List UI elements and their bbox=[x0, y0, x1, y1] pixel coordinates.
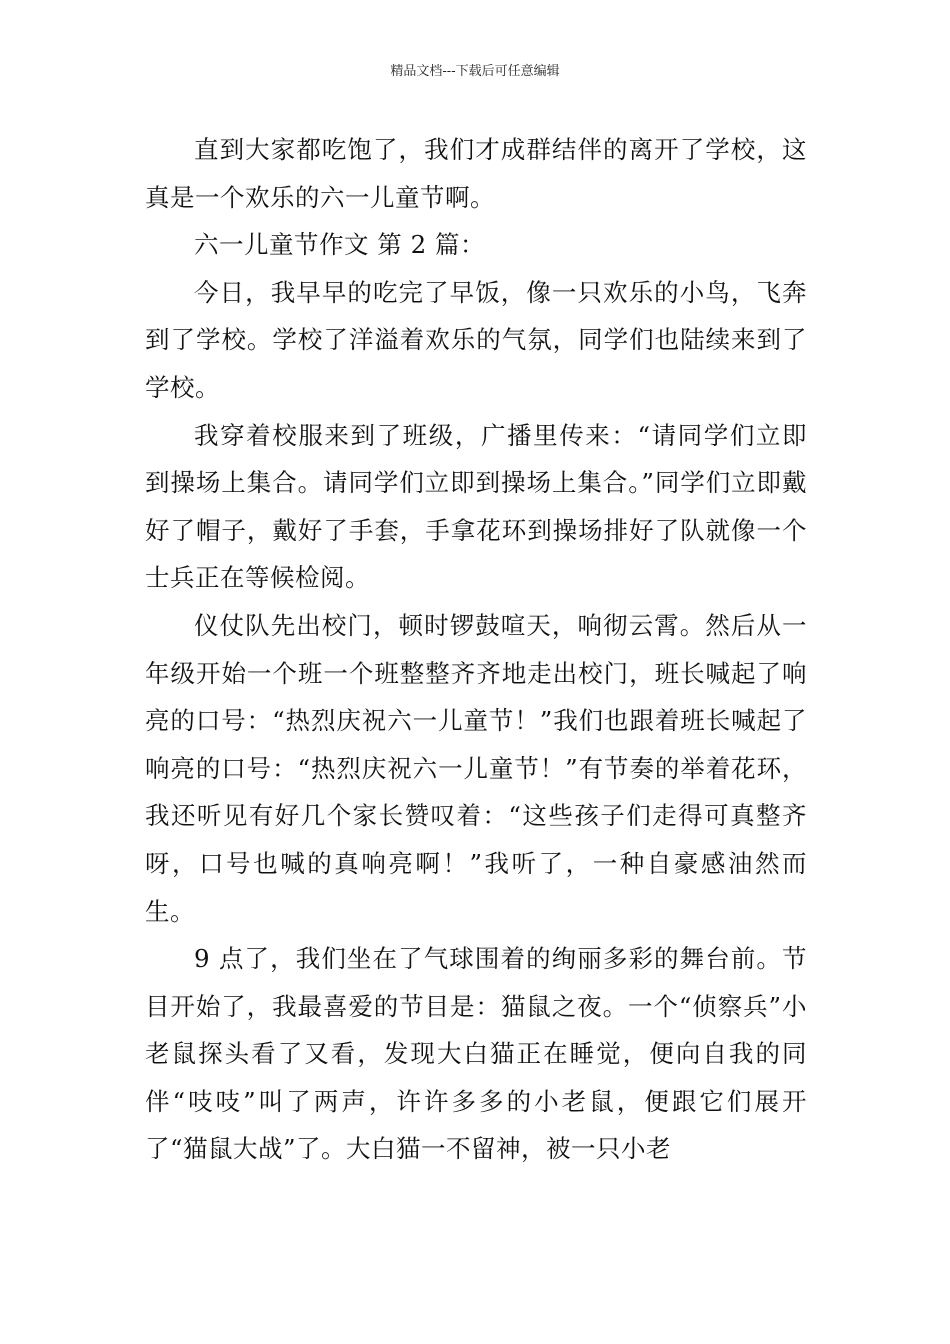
page-header: 精品文档---下载后可任意编辑 bbox=[390, 64, 560, 79]
section-heading: 六一儿童节作文 第 2 篇： bbox=[194, 230, 485, 260]
paragraph: 仪仗队先出校门，顿时锣鼓喧天，响彻云霄。然后从一年级开始一个班一个班整整齐齐地走出校门，班长喊起了响亮的口号：“热烈庆祝六一儿童节！”我们也跟着班长喊起了响亮的口号：“热烈庆祝六一儿童节！”有节奏的举着花环，我还听见有好几个家长赞叹着：“这些孩子们走得可真整齐呀，口号也喊的真响亮啊！”我听了，一种自豪感油然而生。 bbox=[145, 610, 807, 926]
paragraph: 直到大家都吃饱了，我们才成群结伴的离开了学校，这真是一个欢乐的六一儿童节啊。 bbox=[145, 135, 807, 212]
paragraph: 我穿着校服来到了班级，广播里传来：“请同学们立即到操场上集合。请同学们立即到操场上集合。”同学们立即戴好了帽子，戴好了手套，手拿花环到操场排好了队就像一个士兵正在等候检阅。 bbox=[145, 420, 807, 593]
paragraph: 9 点了，我们坐在了气球围着的绚丽多彩的舞台前。节目开始了，我最喜爱的节目是：猫鼠之夜。一个“侦察兵”小老鼠探头看了又看，发现大白猫正在睡觉，便向自我的同伴“吱吱”叫了两声，许许多多的小老鼠，便跟它们展开了“猫鼠大战”了。大白猫一不留神，被一只小老 bbox=[145, 944, 807, 1164]
paragraph: 今日，我早早的吃完了早饭，像一只欢乐的小鸟，飞奔到了学校。学校了洋溢着欢乐的气氛，同学们也陆续来到了学校。 bbox=[145, 277, 807, 402]
document-body bbox=[145, 126, 807, 1173]
